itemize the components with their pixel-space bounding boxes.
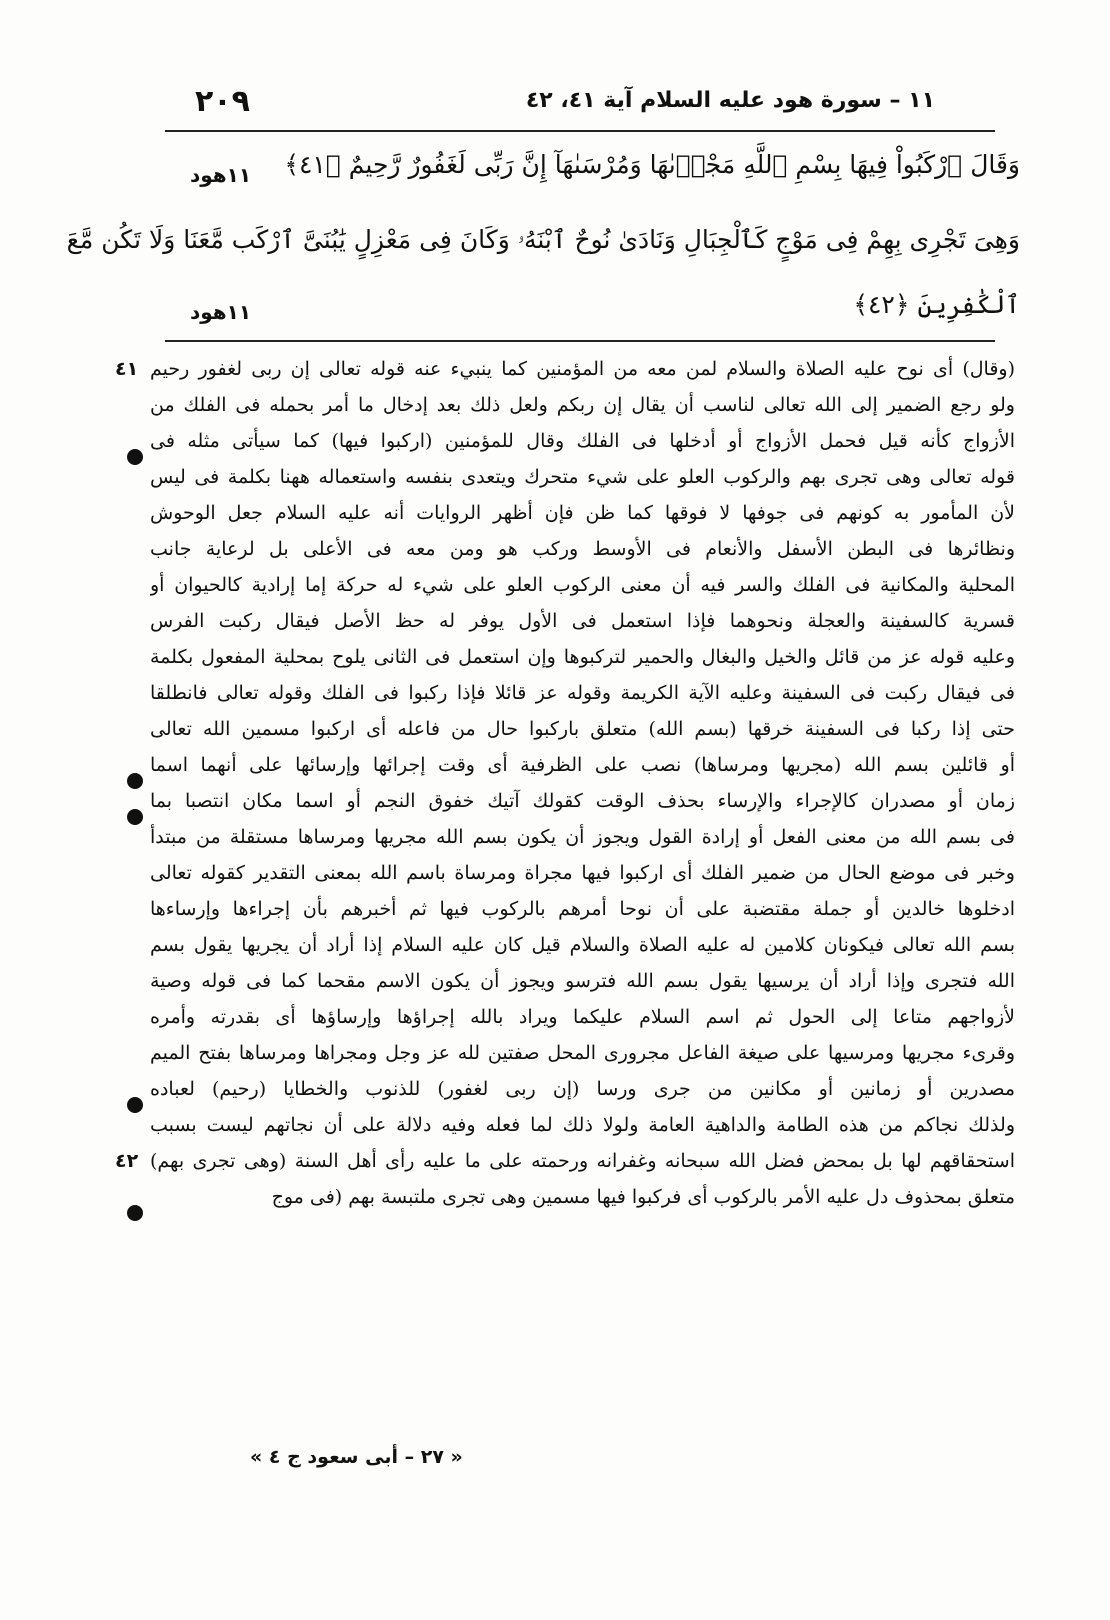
tafsir-line: ولو رجع الضمير إلى الله تعالى لناسب أن يقال إن ربكم ولعل ذلك بعد إدخال ما أمر بحمله فى الفلك من [150, 394, 1015, 416]
tafsir-line: حتى إذا ركبا فى السفينة خرقها (بسم الله) متعلق باركبوا حال من فاعله أى اركبوا مسمين الله تعالى [150, 718, 1015, 740]
quran-line-1: وَقَالَ ٱرْكَبُواْ فِيهَا بِسْمِ ٱللَّهِ مَجْرٜىٰهَا وَمُرْسَىٰهَآ إِنَّ رَبِّى لَغَفُورٌ رَّحِيمٌ ﴿٤١﴾ [284, 150, 1020, 179]
tafsir-line: المحلية والمكانية فى الفلك والسر فيه أن معنى الركوب العلو على شيء له حركة إما إرادية كالحيوان أو [150, 574, 1015, 596]
quran-line-2: وَهِىَ تَجْرِى بِهِمْ فِى مَوْجٍ كَٱلْجِبَالِ وَنَادَىٰ نُوحٌ ٱبْنَهُۥ وَكَانَ فِى مَعْزِلٍ يَٰبُنَىَّ ٱرْكَب مَّعَنَا وَلَا تَكُن مَّعَ [66, 225, 1020, 254]
tafsir-line: وعليه قوله عز من قائل والخيل والبغال والحمير لتركبوها وإن استعمل فى الثانى يلوح بمحلية المفعول بكلمة [150, 646, 1015, 668]
quran-line-3: ٱلْكَٰفِرِينَ ﴿٤٢﴾ [853, 290, 1020, 319]
tafsir-line: استحقاقهم لها بل بمحض فضل الله سبحانه وغفرانه ورحمته على ما عليه رأى أهل السنة (وهى تجرى بهم) [150, 1150, 1015, 1172]
tafsir-line: فى فيقال ركبت فى السفينة وعليه الآية الكريمة وقوله عز قائلا فإذا ركبوا فى الفلك وقوله تعالى فانطلقا [150, 682, 1015, 704]
tafsir-line: فى بسم الله من معنى الفعل أو إرادة القول ويجوز أن يكون بسم الله مجريها ومرساها مستقلة من مبتدأ [150, 826, 1015, 848]
bullet-icon [127, 809, 143, 825]
bullet-icon [127, 773, 143, 789]
verse-number: ٤٢ [115, 1150, 139, 1172]
tafsir-line: لأزواجهم متاعا إلى الحول ثم اسم السلام عليكما ويراد بالله إجراؤها وإرساؤها أى بقدرته وأمره [150, 1006, 1015, 1028]
tafsir-line: (وقال) أى نوح عليه الصلاة والسلام لمن معه من المؤمنين كما ينبيء عنه قوله تعالى إن ربى لغفور رحيم [150, 358, 1015, 380]
verse-number: ٤١ [115, 358, 139, 380]
tafsir-line: مصدرين أو زمانين أو مكانين من جرى ورسا (إن ربى لغفور) للذنوب والخطايا (رحيم) لعباده [150, 1078, 1015, 1100]
bullet-icon [127, 449, 143, 465]
page-header [165, 80, 995, 132]
tafsir-line: الله فتجرى وإذا أراد أن يرسيها يقول بسم الله فترسو ويجوز أن يكون الاسم مقحما كما فى قوله وصية [150, 970, 1015, 992]
tafsir-line: أو قائلين بسم الله (مجريها ومرساها) نصب على الظرفية أى وقت إجرائها وإرسائها على أنهما اسما [150, 754, 1015, 776]
section-divider [165, 340, 995, 342]
tafsir-line: لأن المأمور به كونهم فى جوفها لا فوقها كما ظن فإن أظهر الروايات أنه عليه السلام جعل الوحوش [150, 502, 1015, 524]
page-footer: « ٢٧ – أبى سعود ج ٤ » [250, 1446, 463, 1468]
tafsir-line: زمان أو مصدران كالإجراء والإرساء بحذف الوقت كقولك آتيك خفوق النجم أو اسما مكان انتصبا بما [150, 790, 1015, 812]
tafsir-line: قسرية كالسفينة والعجلة ونحوهما فإذا استعمل فى الأول يوفر له حظ الأصل فيقال ركبت الفرس [150, 610, 1015, 632]
tafsir-line: ولذلك نجاكم من هذه الطامة والداهية العامة ولولا ذلك لما فعله وفيه دلالة على أن نجاتهم ليست بسبب [150, 1114, 1015, 1136]
page-number: ٢٠٩ [195, 84, 250, 119]
bullet-icon [127, 1097, 143, 1113]
quran-ref-1: ١١هود [190, 163, 252, 187]
tafsir-line: ادخلوها خالدين أو جملة مقتضبة على أن نوحا أمرهم بالركوب فيها ثم أخبرهم بأن إجراءها وإرساءها [150, 898, 1015, 920]
tafsir-line: متعلق بمحذوف دل عليه الأمر بالركوب أى فركبوا فيها مسمين وهى تجرى ملتبسة بهم (فى موج [271, 1186, 1015, 1208]
tafsir-line: ونظائرها فى البطن الأسفل والأنعام فى الأوسط وركب هو ومن معه فى الأعلى بل لرعاية جانب [150, 538, 1015, 560]
tafsir-line: قوله تعالى وهى تجرى بهم والركوب العلو على شيء متحرك ويتعدى بنفسه واستعماله ههنا بكلمة فى ليس [150, 466, 1015, 488]
tafsir-line: وخبر فى موضع الحال من ضمير الفلك أى اركبوا فيها مجراة ومرساة باسم الله بمعنى التقدير كقوله تعالى [150, 862, 1015, 884]
tafsir-line: الأزواج كأنه قيل فحمل الأزواج أو أدخلها فى الفلك وقال للمؤمنين (اركبوا فيها) كما سيأتى مثله فى [150, 430, 1015, 452]
quran-ref-2: ١١هود [190, 300, 252, 324]
tafsir-line: وقرىء مجريها ومرسيها على صيغة الفاعل مجرورى المحل صفتين لله عز وجل ومجراها ومرساها بفتح الميم [150, 1042, 1015, 1064]
tafsir-line: بسم الله تعالى فيكونان كلامين له عليه الصلاة والسلام قيل كان عليه السلام إذا أراد أن يجريها يقول بسم [150, 934, 1015, 956]
surah-title: ١١ – سورة هود عليه السلام آية ٤١، ٤٢ [525, 88, 935, 113]
bullet-icon [127, 1205, 143, 1221]
